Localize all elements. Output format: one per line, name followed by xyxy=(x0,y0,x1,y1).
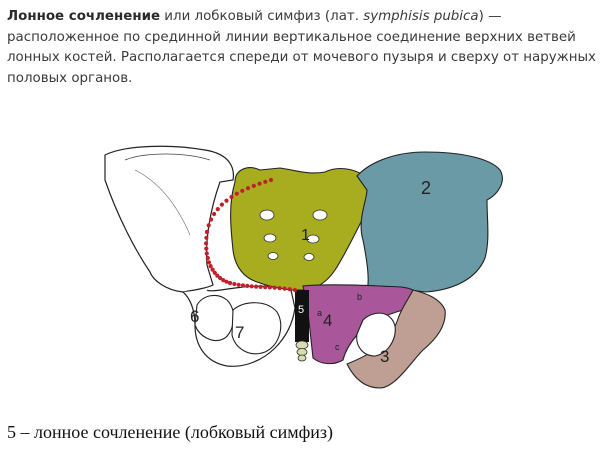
red-dot xyxy=(228,281,232,285)
intro-term: Лонное сочленение xyxy=(7,9,161,24)
red-dot xyxy=(293,288,297,292)
label-b: b xyxy=(357,292,363,302)
red-dot xyxy=(229,195,233,199)
red-dot xyxy=(205,251,209,255)
red-dot xyxy=(237,283,241,287)
intro-latin-term: symphisis pubica xyxy=(363,9,479,24)
red-dot xyxy=(205,230,209,234)
intro-text-1: или лобковый симфиз (лат. xyxy=(160,9,364,24)
red-dot xyxy=(220,203,224,207)
red-dot xyxy=(263,180,267,184)
obturator-left-ring xyxy=(195,295,234,340)
red-dot xyxy=(278,286,282,290)
pelvis-illustration xyxy=(95,140,515,390)
label-4: 4 xyxy=(323,311,333,330)
red-dot xyxy=(204,247,208,251)
red-dot xyxy=(268,285,272,289)
red-dot xyxy=(252,184,256,188)
red-dot xyxy=(269,178,273,182)
red-dot xyxy=(273,286,277,290)
label-a: a xyxy=(317,308,323,318)
symphysis xyxy=(295,290,309,342)
label-5: 5 xyxy=(298,304,305,316)
red-dot xyxy=(263,285,267,289)
red-dot xyxy=(283,287,287,291)
label-6: 6 xyxy=(190,307,200,326)
label-7: 7 xyxy=(235,323,245,342)
red-dot xyxy=(216,207,220,211)
right-ilium xyxy=(357,152,502,292)
red-dot xyxy=(288,287,292,291)
red-dot xyxy=(241,283,245,287)
red-dot xyxy=(207,260,211,264)
label-3: 3 xyxy=(380,347,390,366)
red-dot xyxy=(207,223,211,227)
pelvis-figure xyxy=(95,140,515,390)
red-dot xyxy=(246,186,250,190)
red-dot xyxy=(259,285,263,289)
red-dot xyxy=(204,241,208,245)
red-dot xyxy=(235,192,239,196)
figure-caption: 5 – лонное сочленение (лобковый симфиз) xyxy=(7,422,333,442)
red-dot xyxy=(232,282,236,286)
intro-text-2: ) — расположенное по срединной линии вертикальное соединение верхних ветвей лонных костей. Располагается спереди от мочевого пузыря и сверху от наружных половых органов. xyxy=(7,9,596,86)
red-dot xyxy=(224,199,228,203)
coccyx xyxy=(296,341,308,361)
red-dot xyxy=(254,285,258,289)
red-dot xyxy=(204,236,208,240)
red-dot xyxy=(209,217,213,221)
red-dot xyxy=(258,182,262,186)
label-c: c xyxy=(335,342,340,352)
red-dot xyxy=(250,284,254,288)
red-dot xyxy=(245,284,249,288)
red-dot xyxy=(212,212,216,216)
intro-paragraph xyxy=(7,7,599,89)
label-1: 1 xyxy=(301,227,310,244)
red-dot xyxy=(240,189,244,193)
label-2: 2 xyxy=(421,178,432,198)
red-dot xyxy=(206,256,210,260)
